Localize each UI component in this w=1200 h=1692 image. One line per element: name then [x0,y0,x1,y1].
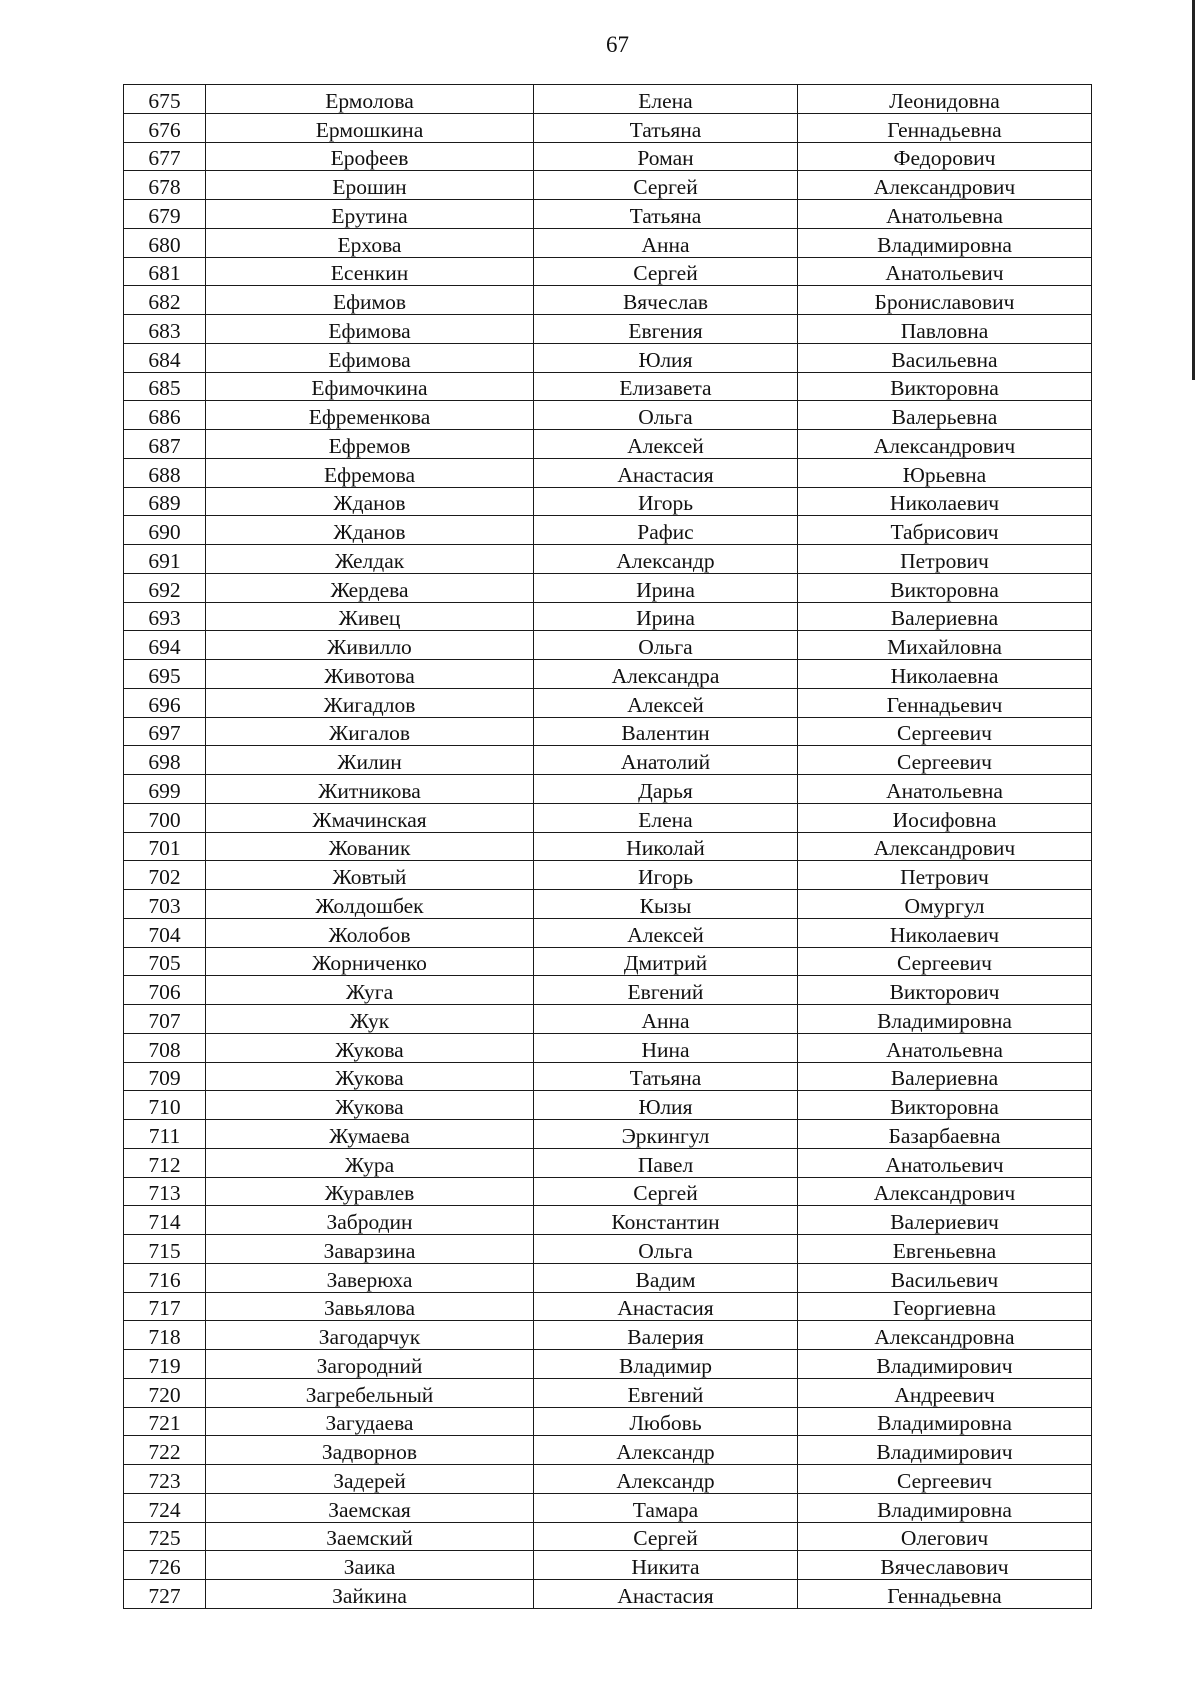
first-name-cell: Татьяна [534,113,798,142]
patronymic-cell: Владимировна [798,1005,1092,1034]
patronymic-cell: Геннадьевна [798,1580,1092,1609]
patronymic-cell: Валериевич [798,1206,1092,1235]
first-name-cell: Дмитрий [534,947,798,976]
row-number-cell: 708 [124,1033,206,1062]
first-name-cell: Любовь [534,1407,798,1436]
table-row [124,1033,1092,1062]
table-row [124,171,1092,200]
table-row [124,372,1092,401]
row-number-cell: 688 [124,458,206,487]
patronymic-cell: Табрисович [798,516,1092,545]
last-name-cell: Жмачинская [206,803,534,832]
last-name-cell: Жорниченко [206,947,534,976]
first-name-cell: Эркингул [534,1120,798,1149]
first-name-cell: Роман [534,142,798,171]
table-row [124,516,1092,545]
last-name-cell: Ефимова [206,343,534,372]
table-row [124,487,1092,516]
patronymic-cell: Анатольевна [798,1033,1092,1062]
first-name-cell: Татьяна [534,200,798,229]
last-name-cell: Ефременкова [206,401,534,430]
patronymic-cell: Петрович [798,545,1092,574]
table-row [124,1292,1092,1321]
first-name-cell: Анастасия [534,1580,798,1609]
first-name-cell: Рафис [534,516,798,545]
last-name-cell: Забродин [206,1206,534,1235]
page-number: 67 [606,32,629,57]
row-number-cell: 713 [124,1177,206,1206]
patronymic-cell: Валерьевна [798,401,1092,430]
patronymic-cell: Александрович [798,832,1092,861]
last-name-cell: Жолдошбек [206,890,534,919]
first-name-cell: Александра [534,660,798,689]
table-row [124,1350,1092,1379]
last-name-cell: Жданов [206,516,534,545]
row-number-cell: 702 [124,861,206,890]
table-row [124,1091,1092,1120]
last-name-cell: Заемский [206,1522,534,1551]
row-number-cell: 707 [124,1005,206,1034]
patronymic-cell: Васильевич [798,1263,1092,1292]
first-name-cell: Ольга [534,1235,798,1264]
table-row [124,1436,1092,1465]
last-name-cell: Жердева [206,573,534,602]
row-number-cell: 709 [124,1062,206,1091]
last-name-cell: Заика [206,1551,534,1580]
table-row [124,343,1092,372]
row-number-cell: 690 [124,516,206,545]
row-number-cell: 712 [124,1148,206,1177]
row-number-cell: 697 [124,717,206,746]
last-name-cell: Ефимочкина [206,372,534,401]
patronymic-cell: Андреевич [798,1378,1092,1407]
row-number-cell: 687 [124,430,206,459]
row-number-cell: 691 [124,545,206,574]
patronymic-cell: Вячеславович [798,1551,1092,1580]
last-name-cell: Жура [206,1148,534,1177]
last-name-cell: Жигалов [206,717,534,746]
first-name-cell: Игорь [534,487,798,516]
patronymic-cell: Валериевна [798,602,1092,631]
row-number-cell: 706 [124,976,206,1005]
last-name-cell: Журавлев [206,1177,534,1206]
last-name-cell: Ефремова [206,458,534,487]
patronymic-cell: Викторовна [798,1091,1092,1120]
table-row [124,890,1092,919]
table-row [124,976,1092,1005]
table-row [124,1177,1092,1206]
first-name-cell: Алексей [534,688,798,717]
first-name-cell: Сергей [534,1177,798,1206]
first-name-cell: Анатолий [534,746,798,775]
table-row [124,286,1092,315]
row-number-cell: 721 [124,1407,206,1436]
first-name-cell: Александр [534,545,798,574]
row-number-cell: 684 [124,343,206,372]
last-name-cell: Загребельный [206,1378,534,1407]
row-number-cell: 727 [124,1580,206,1609]
patronymic-cell: Владимирович [798,1350,1092,1379]
last-name-cell: Житникова [206,775,534,804]
patronymic-cell: Викторович [798,976,1092,1005]
first-name-cell: Павел [534,1148,798,1177]
row-number-cell: 696 [124,688,206,717]
first-name-cell: Евгения [534,315,798,344]
table-row [124,1378,1092,1407]
first-name-cell: Ольга [534,631,798,660]
row-number-cell: 698 [124,746,206,775]
row-number-cell: 722 [124,1436,206,1465]
row-number-cell: 694 [124,631,206,660]
patronymic-cell: Брониславович [798,286,1092,315]
last-name-cell: Завьялова [206,1292,534,1321]
first-name-cell: Сергей [534,257,798,286]
last-name-cell: Ерошин [206,171,534,200]
table-row [124,315,1092,344]
last-name-cell: Заемская [206,1493,534,1522]
last-name-cell: Жукова [206,1033,534,1062]
names-table-body [124,85,1092,1609]
last-name-cell: Ерутина [206,200,534,229]
row-number-cell: 677 [124,142,206,171]
patronymic-cell: Николаевна [798,660,1092,689]
patronymic-cell: Александрович [798,430,1092,459]
first-name-cell: Анна [534,1005,798,1034]
last-name-cell: Ефимова [206,315,534,344]
table-row [124,602,1092,631]
row-number-cell: 725 [124,1522,206,1551]
last-name-cell: Жованик [206,832,534,861]
last-name-cell: Животова [206,660,534,689]
patronymic-cell: Владимировна [798,228,1092,257]
patronymic-cell: Анатольевна [798,775,1092,804]
first-name-cell: Алексей [534,430,798,459]
first-name-cell: Юлия [534,1091,798,1120]
first-name-cell: Анастасия [534,1292,798,1321]
row-number-cell: 685 [124,372,206,401]
table-row [124,803,1092,832]
patronymic-cell: Иосифовна [798,803,1092,832]
last-name-cell: Жумаева [206,1120,534,1149]
patronymic-cell: Леонидовна [798,85,1092,114]
row-number-cell: 693 [124,602,206,631]
table-row [124,1522,1092,1551]
patronymic-cell: Владимировна [798,1493,1092,1522]
patronymic-cell: Геннадьевич [798,688,1092,717]
first-name-cell: Нина [534,1033,798,1062]
table-row [124,1465,1092,1494]
first-name-cell: Елена [534,85,798,114]
first-name-cell: Игорь [534,861,798,890]
table-row [124,918,1092,947]
last-name-cell: Жуга [206,976,534,1005]
last-name-cell: Жовтый [206,861,534,890]
first-name-cell: Вадим [534,1263,798,1292]
patronymic-cell: Александрович [798,171,1092,200]
last-name-cell: Ерофеев [206,142,534,171]
row-number-cell: 689 [124,487,206,516]
last-name-cell: Заварзина [206,1235,534,1264]
row-number-cell: 710 [124,1091,206,1120]
row-number-cell: 699 [124,775,206,804]
table-row [124,200,1092,229]
row-number-cell: 714 [124,1206,206,1235]
patronymic-cell: Александровна [798,1321,1092,1350]
row-number-cell: 703 [124,890,206,919]
table-row [124,688,1092,717]
row-number-cell: 715 [124,1235,206,1264]
table-row [124,660,1092,689]
row-number-cell: 705 [124,947,206,976]
patronymic-cell: Валериевна [798,1062,1092,1091]
patronymic-cell: Георгиевна [798,1292,1092,1321]
first-name-cell: Кызы [534,890,798,919]
row-number-cell: 726 [124,1551,206,1580]
first-name-cell: Николай [534,832,798,861]
row-number-cell: 692 [124,573,206,602]
table-row [124,861,1092,890]
row-number-cell: 718 [124,1321,206,1350]
table-row [124,1407,1092,1436]
table-row [124,401,1092,430]
patronymic-cell: Юрьевна [798,458,1092,487]
first-name-cell: Александр [534,1436,798,1465]
patronymic-cell: Сергеевич [798,1465,1092,1494]
row-number-cell: 719 [124,1350,206,1379]
row-number-cell: 686 [124,401,206,430]
table-row [124,1235,1092,1264]
last-name-cell: Ермолова [206,85,534,114]
first-name-cell: Константин [534,1206,798,1235]
first-name-cell: Валентин [534,717,798,746]
patronymic-cell: Викторовна [798,372,1092,401]
last-name-cell: Загородний [206,1350,534,1379]
table-row [124,1551,1092,1580]
row-number-cell: 717 [124,1292,206,1321]
row-number-cell: 695 [124,660,206,689]
patronymic-cell: Анатольевич [798,1148,1092,1177]
first-name-cell: Ирина [534,602,798,631]
patronymic-cell: Сергеевич [798,717,1092,746]
row-number-cell: 724 [124,1493,206,1522]
last-name-cell: Жилин [206,746,534,775]
first-name-cell: Сергей [534,171,798,200]
last-name-cell: Жданов [206,487,534,516]
row-number-cell: 675 [124,85,206,114]
last-name-cell: Жук [206,1005,534,1034]
scan-edge-mark [1192,0,1195,380]
row-number-cell: 704 [124,918,206,947]
table-row [124,545,1092,574]
first-name-cell: Татьяна [534,1062,798,1091]
first-name-cell: Вячеслав [534,286,798,315]
last-name-cell: Жолобов [206,918,534,947]
table-row [124,631,1092,660]
last-name-cell: Жигадлов [206,688,534,717]
table-row [124,430,1092,459]
patronymic-cell: Федорович [798,142,1092,171]
last-name-cell: Желдак [206,545,534,574]
first-name-cell: Ольга [534,401,798,430]
first-name-cell: Елена [534,803,798,832]
last-name-cell: Живилло [206,631,534,660]
last-name-cell: Задворнов [206,1436,534,1465]
first-name-cell: Елизавета [534,372,798,401]
table-row [124,1263,1092,1292]
patronymic-cell: Викторовна [798,573,1092,602]
names-table [123,84,1092,1609]
row-number-cell: 679 [124,200,206,229]
row-number-cell: 720 [124,1378,206,1407]
patronymic-cell: Базарбаевна [798,1120,1092,1149]
last-name-cell: Задерей [206,1465,534,1494]
patronymic-cell: Геннадьевна [798,113,1092,142]
first-name-cell: Тамара [534,1493,798,1522]
table-row [124,775,1092,804]
last-name-cell: Ерхова [206,228,534,257]
row-number-cell: 701 [124,832,206,861]
patronymic-cell: Николаевич [798,487,1092,516]
first-name-cell: Евгений [534,976,798,1005]
patronymic-cell: Владимирович [798,1436,1092,1465]
patronymic-cell: Евгеньевна [798,1235,1092,1264]
row-number-cell: 723 [124,1465,206,1494]
last-name-cell: Заверюха [206,1263,534,1292]
patronymic-cell: Михайловна [798,631,1092,660]
table-row [124,1005,1092,1034]
last-name-cell: Жукова [206,1062,534,1091]
first-name-cell: Валерия [534,1321,798,1350]
table-row [124,573,1092,602]
first-name-cell: Дарья [534,775,798,804]
table-row [124,746,1092,775]
patronymic-cell: Анатольевна [798,200,1092,229]
table-row [124,1120,1092,1149]
first-name-cell: Евгений [534,1378,798,1407]
patronymic-cell: Олегович [798,1522,1092,1551]
first-name-cell: Ирина [534,573,798,602]
table-row [124,113,1092,142]
row-number-cell: 681 [124,257,206,286]
first-name-cell: Алексей [534,918,798,947]
row-number-cell: 700 [124,803,206,832]
row-number-cell: 683 [124,315,206,344]
first-name-cell: Владимир [534,1350,798,1379]
patronymic-cell: Павловна [798,315,1092,344]
table-row [124,1148,1092,1177]
last-name-cell: Ефремов [206,430,534,459]
row-number-cell: 682 [124,286,206,315]
last-name-cell: Загудаева [206,1407,534,1436]
table-row [124,458,1092,487]
row-number-cell: 711 [124,1120,206,1149]
first-name-cell: Анастасия [534,458,798,487]
last-name-cell: Ермошкина [206,113,534,142]
last-name-cell: Загодарчук [206,1321,534,1350]
row-number-cell: 676 [124,113,206,142]
patronymic-cell: Владимировна [798,1407,1092,1436]
last-name-cell: Живец [206,602,534,631]
patronymic-cell: Васильевна [798,343,1092,372]
table-row [124,1321,1092,1350]
last-name-cell: Есенкин [206,257,534,286]
table-row [124,1493,1092,1522]
table-row [124,1206,1092,1235]
first-name-cell: Анна [534,228,798,257]
patronymic-cell: Сергеевич [798,746,1092,775]
first-name-cell: Никита [534,1551,798,1580]
table-row [124,257,1092,286]
table-row [124,1062,1092,1091]
last-name-cell: Ефимов [206,286,534,315]
first-name-cell: Александр [534,1465,798,1494]
row-number-cell: 716 [124,1263,206,1292]
last-name-cell: Зайкина [206,1580,534,1609]
patronymic-cell: Петрович [798,861,1092,890]
table-row [124,142,1092,171]
patronymic-cell: Николаевич [798,918,1092,947]
patronymic-cell: Анатольевич [798,257,1092,286]
patronymic-cell: Омургул [798,890,1092,919]
first-name-cell: Юлия [534,343,798,372]
first-name-cell: Сергей [534,1522,798,1551]
patronymic-cell: Сергеевич [798,947,1092,976]
row-number-cell: 680 [124,228,206,257]
table-row [124,717,1092,746]
patronymic-cell: Александрович [798,1177,1092,1206]
table-row [124,947,1092,976]
table-row [124,832,1092,861]
row-number-cell: 678 [124,171,206,200]
table-row [124,85,1092,114]
table-row [124,1580,1092,1609]
last-name-cell: Жукова [206,1091,534,1120]
table-row [124,228,1092,257]
